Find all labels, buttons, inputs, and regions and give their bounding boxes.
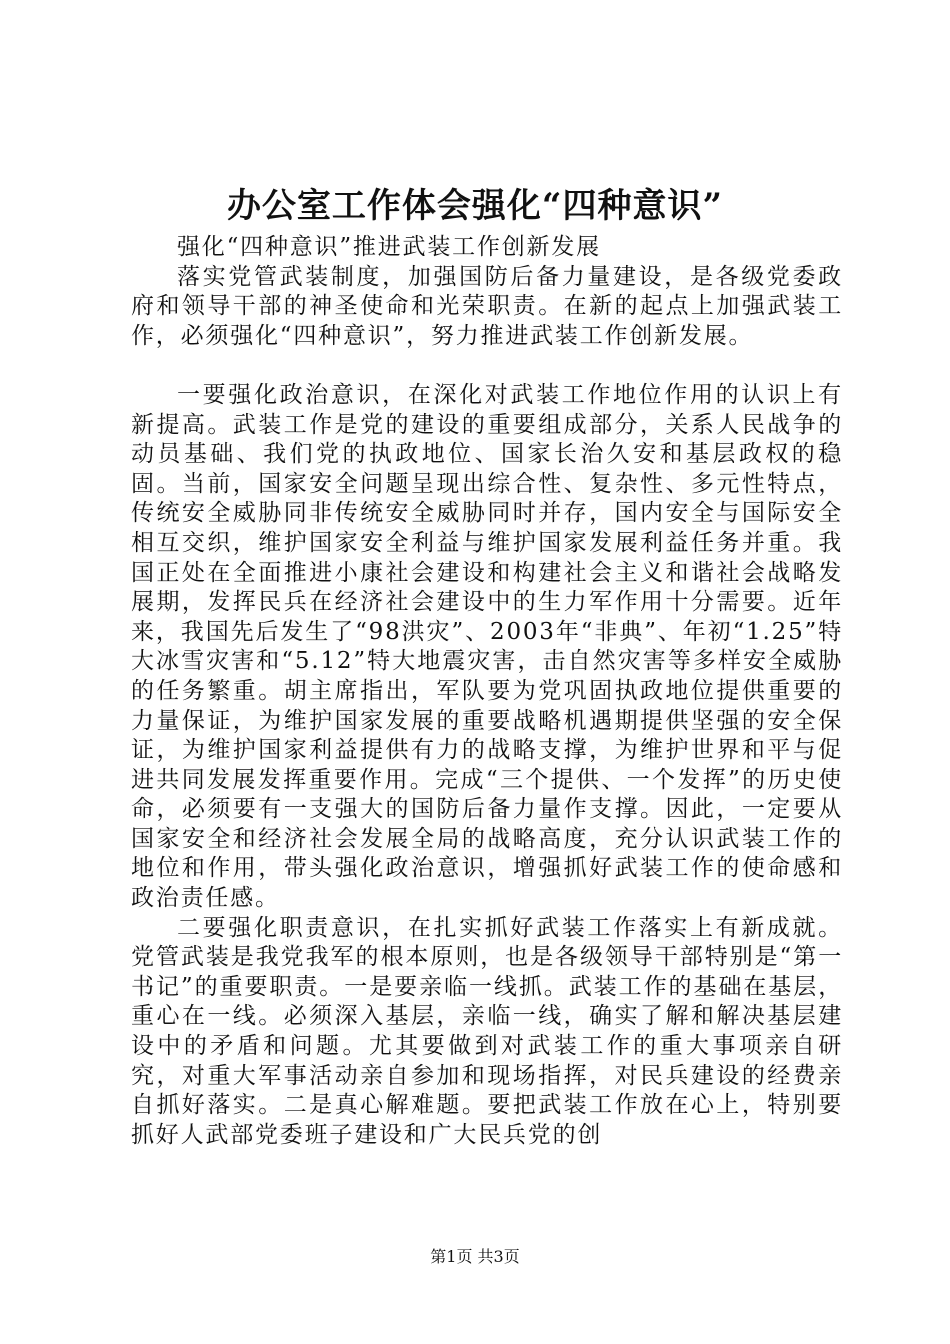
document-subtitle: 强化“四种意识”推进武装工作创新发展 [177, 234, 601, 260]
page-number-footer: 第1页 共3页 [430, 1247, 520, 1266]
document-body [131, 233, 843, 1150]
document-title: 办公室工作体会强化“四种意识” [226, 186, 724, 226]
paragraph-intro: 落实党管武装制度，加强国防后备力量建设，是各级党委政府和领导干部的神圣使命和光荣职责。在新的起点上加强武装工作，必须强化“四种意识”，努力推进武装工作创新发展。 [131, 263, 843, 349]
paragraph-spacer [131, 351, 843, 381]
paragraph-duty-awareness: 二要强化职责意识，在扎实抓好武装工作落实上有新成就。党管武装是我党我军的根本原则，也是各级领导干部特别是“第一书记”的重要职责。一是要亲临一线抓。武装工作的基础在基层，重心在一线。必须深入基层，亲临一线，确实了解和解决基层建设中的矛盾和问题。尤其要做到对武装工作的重大事项亲自研究，对重大军事活动亲自参加和现场指挥，对民兵建设的经费亲自抓好落实。二是真心解难题。要把武装工作放在心上，特别要抓好人武部党委班子建设和广大民兵党的创 [131, 914, 843, 1148]
paragraph-political-awareness: 一要强化政治意识，在深化对武装工作地位作用的认识上有新提高。武装工作是党的建设的重要组成部分，关系人民战争的动员基础、我们党的执政地位、国家长治久安和基层政权的稳固。当前，国家安全问题呈现出综合性、复杂性、多元性特点，传统安全威胁同非传统安全威胁同时并存，国内安全与国际安全相互交织，维护国家安全利益与维护国家发展利益任务并重。我国正处在全面推进小康社会建设和构建社会主义和谐社会战略发展期，发挥民兵在经济社会建设中的生力军作用十分需要。近年来，我国先后发生了“98洪灾”、2003年“非典”、年初“1.25”特大冰雪灾害和“5.12”特大地震灾害，击自然灾害等多样安全威胁的任务繁重。胡主席指出，军队要为党巩固执政地位提供重要的力量保证，为维护国家发展的重要战略机遇期提供坚强的安全保证，为维护国家利益提供有力的战略支撑，为维护世界和平与促进共同发展发挥重要作用。完成“三个提供、一个发挥”的历史使命，必须要有一支强大的国防后备力量作支撑。因此，一定要从国家安全和经济社会发展全局的战略高度，充分认识武装工作的地位和作用，带头强化政治意识，增强抓好武装工作的使命感和政治责任感。 [131, 381, 843, 912]
